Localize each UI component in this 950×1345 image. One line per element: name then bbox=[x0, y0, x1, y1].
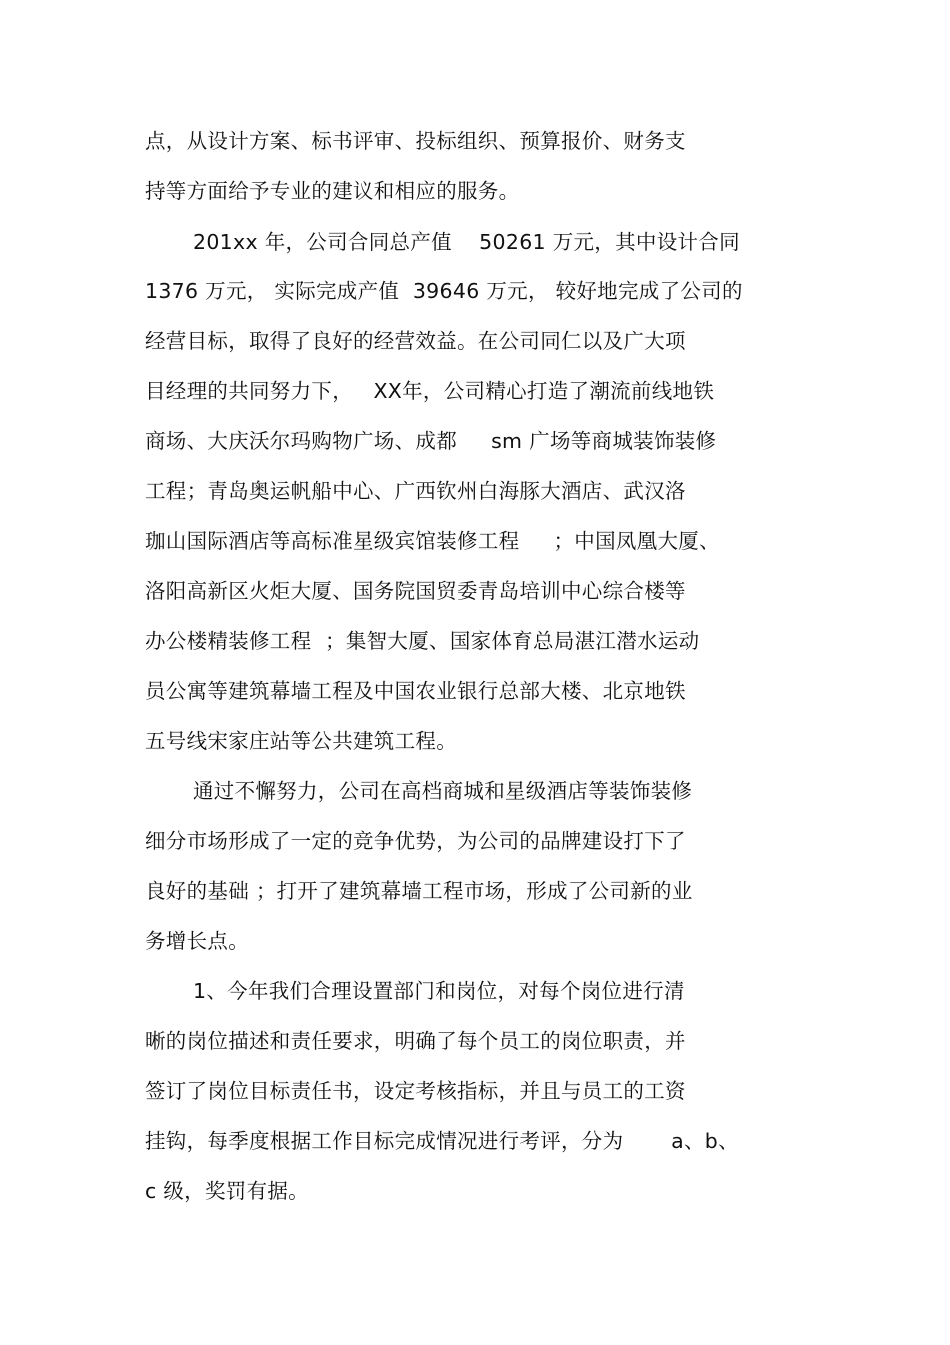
text-line-3: 201xx 年，公司合同总产值 50261 万元，其中设计合同 bbox=[193, 230, 740, 254]
text-line-5: 经营目标，取得了良好的经营效益。在公司同仁以及广大项 bbox=[145, 329, 686, 353]
text-line-1: 点，从设计方案、标书评审、投标组织、预算报价、财务支 bbox=[145, 129, 686, 153]
text-line-22: c 级，奖罚有据。 bbox=[145, 1179, 309, 1203]
text-line-12: 员公寓等建筑幕墙工程及中国农业银行总部大楼、北京地铁 bbox=[145, 679, 686, 703]
text-line-8: 工程；青岛奥运帆船中心、广西钦州白海豚大酒店、武汉洛 bbox=[145, 479, 686, 503]
text-line-16: 良好的基础 ；打开了建筑幕墙工程市场，形成了公司新的业 bbox=[145, 879, 693, 903]
text-line-7: 商场、大庆沃尔玛购物广场、成都 sm 广场等商城装饰装修 bbox=[145, 429, 717, 453]
text-line-4: 1376 万元， 实际完成产值 39646 万元， 较好地完成了公司的 bbox=[145, 279, 743, 303]
text-line-9: 珈山国际酒店等高标准星级宾馆装修工程 ；中国凤凰大厦、 bbox=[145, 529, 720, 553]
text-line-15: 细分市场形成了一定的竞争优势，为公司的品牌建设打下了 bbox=[145, 829, 686, 853]
text-line-13: 五号线宋家庄站等公共建筑工程。 bbox=[145, 729, 457, 753]
text-line-2: 持等方面给予专业的建议和相应的服务。 bbox=[145, 179, 520, 203]
text-line-10: 洛阳高新区火炬大厦、国务院国贸委青岛培训中心综合楼等 bbox=[145, 579, 686, 603]
text-line-18: 1、今年我们合理设置部门和岗位，对每个岗位进行清 bbox=[193, 979, 685, 1003]
text-line-6: 目经理的共同努力下， XX年，公司精心打造了潮流前线地铁 bbox=[145, 379, 715, 403]
text-line-11: 办公楼精装修工程 ；集智大厦、国家体育总局湛江潜水运动 bbox=[145, 629, 700, 653]
text-line-14: 通过不懈努力，公司在高档商城和星级酒店等装饰装修 bbox=[193, 779, 693, 803]
text-line-20: 签订了岗位目标责任书，设定考核指标，并且与员工的工资 bbox=[145, 1079, 686, 1103]
text-line-19: 晰的岗位描述和责任要求，明确了每个员工的岗位职责，并 bbox=[145, 1029, 686, 1053]
text-line-17: 务增长点。 bbox=[145, 929, 249, 953]
text-line-21: 挂钩，每季度根据工作目标完成情况进行考评，分为 a、b、 bbox=[145, 1129, 739, 1153]
